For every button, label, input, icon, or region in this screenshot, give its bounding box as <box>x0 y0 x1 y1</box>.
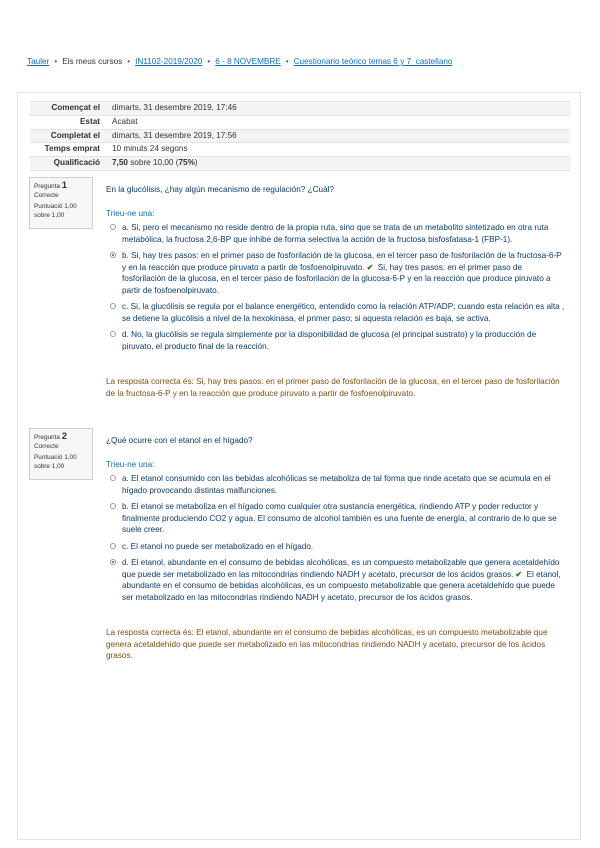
summary-row-time-taken <box>30 143 571 157</box>
radio-button[interactable] <box>110 224 116 230</box>
answer-option-a[interactable] <box>106 222 566 245</box>
grade-percent: 75% <box>178 158 195 168</box>
breadcrumb-link-section[interactable]: 6 - 8 NOVEMBRE <box>215 57 281 66</box>
answer-option-c[interactable] <box>106 541 566 553</box>
summary-row-started <box>30 102 571 116</box>
answer-text: d. No, la glucólisis se regula simplemente por la disponibilidad de glucosa (el principal sustrato) y la producción de piruvato, el producto final de la reacción. <box>122 330 537 351</box>
answer-text: a. Si, pero el mecanismo no reside dentro de la propia ruta, sino que se trata de un metabolito sintetizado en otra ruta metabólica, la fructosa 2,6-BP que inhibe de forma selectiva la acción de la fructosa bisfosfatasa-1 (FBP-1). <box>122 223 549 244</box>
answer-option-b[interactable] <box>106 501 566 536</box>
question-text: En la glucólisis, ¿hay algún mecanismo de regulación? ¿Cuál? <box>106 185 335 194</box>
grade-out-of: sobre 10,00 ( <box>127 158 179 168</box>
summary-value: dimarts, 31 desembre 2019, 17:46 <box>106 102 571 116</box>
answer-list <box>106 222 566 352</box>
answer-text: a. El etanol consumido con las bebidas alcohólicas se metaboliza de tal forma que rinde acetato que se acumula en el hígado provocando distintas malfunciones. <box>122 474 551 495</box>
question-1-info-box <box>29 177 93 229</box>
question-score: Puntuació 1,00 sobre 1,00 <box>34 203 77 219</box>
radio-button-selected[interactable] <box>110 559 116 565</box>
breadcrumb <box>27 57 587 66</box>
summary-label: Temps emprat <box>30 143 106 157</box>
correct-answer-feedback: La resposta correcta és: Si, hay tres pasos: en el primer paso de fosforilación de la glucosa, en el tercer paso de fosforilación de la fructosa-6-P y en la reacción que produce piruvato a partir de fosfoenolpiruvato. <box>106 377 560 398</box>
breadcrumb-separator: • <box>285 57 289 66</box>
breadcrumb-separator: • <box>54 57 58 66</box>
question-1 <box>106 184 566 399</box>
check-icon: ✔ <box>515 569 523 579</box>
summary-label: Començat el <box>30 102 106 116</box>
radio-button[interactable] <box>110 503 116 509</box>
correct-answer-feedback: La resposta correcta és: El etanol, abundante en el consumo de bebidas alcohólicas, es un compuesto metabolizable que genera acetaldehído que puede ser metabolizado en las mitocondrias rindiendo NADH y acetato, precursor de los ácidos grasos. <box>106 628 548 660</box>
summary-label: Completat el <box>30 129 106 143</box>
breadcrumb-link-course[interactable]: IN1102-2019/2020 <box>135 57 203 66</box>
radio-button[interactable] <box>110 475 116 481</box>
answer-list <box>106 473 566 603</box>
answer-text: c. El etanol no puede ser metabolizado en el hígado. <box>122 541 314 551</box>
answer-prompt: Trieu-ne una: <box>106 208 155 218</box>
radio-button[interactable] <box>110 543 116 549</box>
answer-feedback: Si, hay tres pasos: en el primer paso de fosforilación de la glucosa, en el tercer paso de fosforilación de la glucosa-6-P y en la reacción que produce piruvato a partir de fosfoenolpiruvato. <box>122 262 551 295</box>
summary-label: Estat <box>30 115 106 129</box>
question-label: Pregunta <box>34 183 60 190</box>
grade-close: ) <box>194 158 198 168</box>
question-label: Pregunta <box>34 434 60 441</box>
summary-row-completed <box>30 129 571 143</box>
answer-text: d. El etanol, abundante en el consumo de bebidas alcohólicas, es un compuesto metabolizable que genera acetaldehído que puede ser metabolizado en las mitocondrias rindiendo NADH y acetato, precursor de los ácidos grasos. <box>122 558 560 579</box>
answer-option-b[interactable] <box>106 250 566 296</box>
breadcrumb-link-tauler[interactable]: Tauler <box>27 57 50 66</box>
question-2 <box>106 435 566 662</box>
answer-option-a[interactable] <box>106 473 566 496</box>
breadcrumb-link-quiz[interactable]: Cuestionario teórico temas 6 y 7_castellano <box>293 57 453 66</box>
check-icon: ✔ <box>366 262 374 272</box>
answer-option-d[interactable] <box>106 557 566 603</box>
summary-label: Qualificació <box>30 157 106 171</box>
question-number: 2 <box>61 431 68 442</box>
summary-value: 10 minuts 24 segons <box>106 143 571 157</box>
answer-text: c. Si, la glucólisis se regula por el balance energético, entendido como la relación ATP/ADP; cuando esta relación es alta , se detiene la glucólisis a nivel de la hexokinasa, el primer paso; si aquesta relación es baja, se activa. <box>122 302 565 323</box>
summary-row-state <box>30 115 571 129</box>
answer-option-c[interactable] <box>106 301 566 324</box>
breadcrumb-separator: • <box>207 57 211 66</box>
question-status: Correcte <box>34 192 59 199</box>
grade-score: 7,50 <box>112 158 128 168</box>
question-2-info-box <box>29 428 93 480</box>
answer-feedback: El etanol, abundante en el consumo de bebidas alcohólicas, es un compuesto metabolizable que genera acetaldehído que puede ser metabolizado en las mitocondrias rindiendo NADH y acetato, precursor de los ácidos grasos. <box>122 569 561 602</box>
summary-value: dimarts, 31 desembre 2019, 17:56 <box>106 129 571 143</box>
summary-value: Acabat <box>106 115 571 129</box>
answer-prompt: Trieu-ne una: <box>106 459 155 469</box>
radio-button[interactable] <box>110 303 116 309</box>
answer-option-d[interactable] <box>106 329 566 352</box>
breadcrumb-item-courses: Els meus cursos <box>62 57 123 66</box>
radio-button-selected[interactable] <box>110 252 116 258</box>
attempt-summary-table <box>30 101 571 171</box>
question-number: 1 <box>61 180 68 191</box>
question-score: Puntuació 1,00 sobre 1,00 <box>34 454 77 470</box>
breadcrumb-separator: • <box>127 57 131 66</box>
summary-row-grade <box>30 157 571 171</box>
question-text: ¿Qué ocurre con el etanol en el hígado? <box>106 436 253 445</box>
answer-text: b. El etanol se metaboliza en el hígado como cualquier otra sustancia energética, rindiendo ATP y poder reductor y finalmente produciendo CO2 y agua. El consumo de alcohol también es una fuente de energía, al contrario de lo que se suele creer. <box>122 502 557 534</box>
summary-grade-value <box>106 157 571 171</box>
radio-button[interactable] <box>110 331 116 337</box>
answer-text: b. Si, hay tres pasos: en el primer paso de fosforilación de la glucosa, en el tercer paso de fosforilación de la fructosa-6-P y en la reacción que produce piruvato a partir de fosfoenolpiruvato. <box>122 251 562 272</box>
question-status: Correcte <box>34 443 59 450</box>
